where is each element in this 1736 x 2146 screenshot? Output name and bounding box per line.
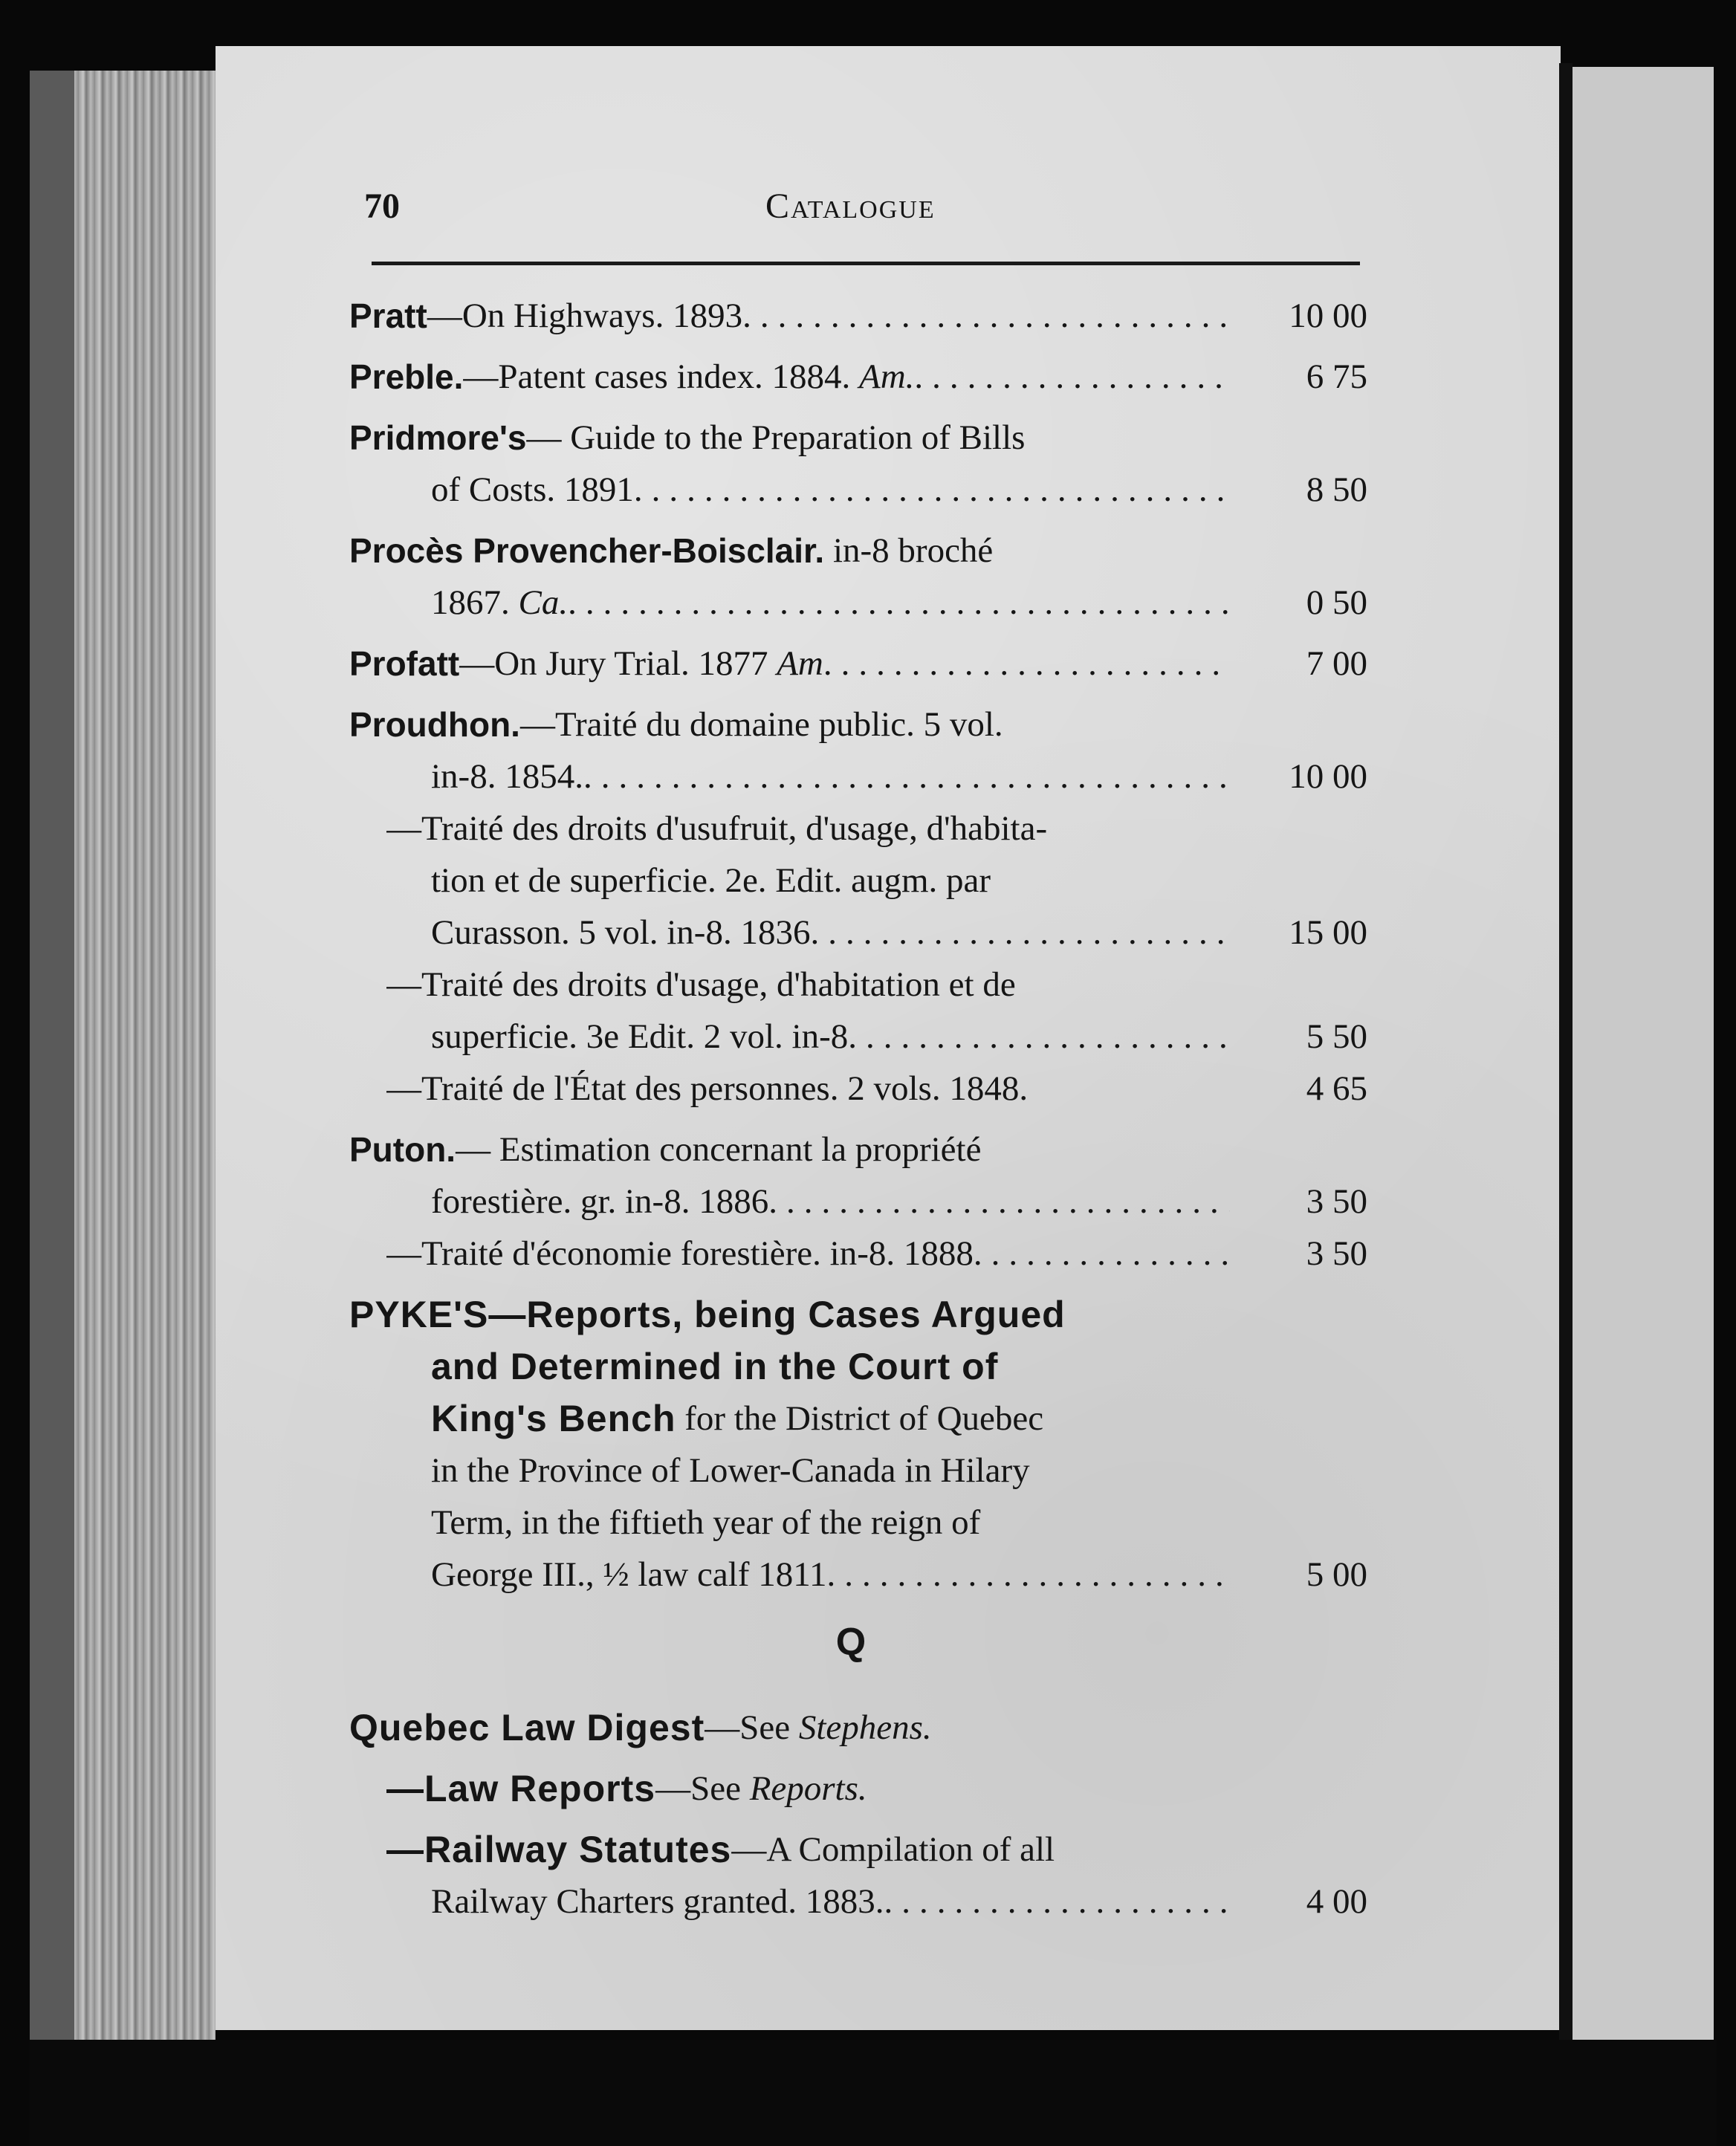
entry-text: in-8 broché (824, 531, 994, 570)
dot-leader (884, 1876, 1230, 1928)
entry-text: —Traité du domaine public. 5 vol. (519, 705, 1003, 744)
entry-line (349, 1549, 1367, 1601)
entry-text: —A Compilation of all (731, 1830, 1055, 1869)
dot-leader (742, 290, 1230, 342)
catalogue-entries (349, 290, 1367, 1610)
entry-abbrev: Reports. (749, 1769, 867, 1808)
catalogue-entry (349, 1763, 1367, 1815)
entry-price: 7 00 (1306, 644, 1367, 683)
catalogue-entry (349, 1124, 1367, 1280)
entry-price: 3 50 (1306, 1234, 1367, 1273)
entry-text: 1867. (431, 583, 519, 622)
entry-heading: Quebec Law Digest (349, 1707, 705, 1748)
catalogue-entry (349, 351, 1367, 403)
entry-text: — Estimation concernant la propriété (456, 1130, 982, 1169)
entry-text: —See (705, 1708, 799, 1747)
entry-gap (349, 1280, 1367, 1288)
entry-heading: King's Bench (431, 1398, 676, 1439)
entry-line (349, 1445, 1367, 1497)
entry-abbrev: Am. (858, 357, 915, 396)
entry-text: —Traité des droits d'usufruit, d'usage, d'habita- (386, 809, 1048, 848)
entry-text: Railway Charters granted. 1883. (431, 1882, 884, 1921)
entry-price: 6 75 (1306, 357, 1367, 396)
entry-text: Curasson. 5 vol. in-8. 1836 (431, 913, 811, 952)
catalogue-entry (349, 698, 1367, 1115)
dot-leader (583, 751, 1230, 803)
dot-leader (568, 577, 1230, 629)
entry-heading: and Determined in the Court of (431, 1346, 999, 1387)
entry-text: — Guide to the Preparation of Bills (526, 418, 1026, 457)
entry-price: 5 00 (1306, 1555, 1367, 1594)
entry-line (349, 698, 1367, 751)
dot-leader (974, 1228, 1230, 1280)
catalogue-entry (349, 412, 1367, 516)
entry-line (349, 959, 1367, 1011)
entry-line (349, 1124, 1367, 1176)
catalogue-entry (349, 1824, 1367, 1928)
entry-text: in-8. 1854. (431, 757, 583, 796)
entry-text: forestière. gr. in-8. 1886 (431, 1182, 769, 1221)
catalogue-entry (349, 1702, 1367, 1754)
entry-line (349, 1228, 1367, 1280)
entry-text: Term, in the fiftieth year of the reign of (431, 1503, 981, 1542)
catalogue-entry (349, 290, 1367, 342)
dot-leader (768, 1176, 1230, 1228)
catalogue-entry (349, 1288, 1367, 1601)
entry-line (349, 1341, 1367, 1393)
next-page-edge (1573, 67, 1714, 2051)
entry-price: 4 65 (1306, 1069, 1367, 1108)
entry-text: —On Highways. 1893 (427, 296, 743, 335)
entry-price: 15 00 (1289, 913, 1367, 952)
entry-gap (349, 690, 1367, 698)
entry-heading: —Law Reports (386, 1768, 656, 1809)
catalogue-entries-q (349, 1702, 1367, 1936)
running-title: Catalogue (765, 187, 936, 226)
entry-line (349, 412, 1367, 464)
entry-gap (349, 1928, 1367, 1936)
entry-line (349, 1824, 1367, 1876)
entry-text: for the District of Quebec (676, 1399, 1044, 1438)
entry-text: in the Province of Lower-Canada in Hilary (431, 1451, 1030, 1490)
entry-author: Preble. (349, 357, 464, 396)
entry-text: tion et de superficie. 2e. Edit. augm. par (431, 861, 991, 900)
entry-line (349, 1702, 1367, 1754)
entry-price: 5 50 (1306, 1017, 1367, 1056)
entry-text: —See (655, 1769, 750, 1808)
entry-price: 10 00 (1289, 757, 1367, 796)
entry-line (349, 1393, 1367, 1445)
entry-author: Proudhon. (349, 705, 520, 744)
entry-gap (349, 629, 1367, 638)
entry-text: of Costs. 1891 (431, 470, 634, 509)
entry-line (349, 1497, 1367, 1549)
page-number: 70 (364, 187, 400, 226)
entry-gap (349, 1601, 1367, 1610)
entry-gap (349, 516, 1367, 525)
entry-price: 8 50 (1306, 470, 1367, 509)
entry-gap (349, 342, 1367, 351)
entry-author: Pratt (349, 296, 427, 335)
dot-leader (634, 464, 1230, 516)
entry-text: superficie. 3e Edit. 2 vol. in-8 (431, 1017, 849, 1056)
entry-price: 3 50 (1306, 1182, 1367, 1221)
entry-text: —Traité des droits d'usage, d'habitation et de (386, 965, 1016, 1004)
entry-line (349, 290, 1367, 342)
entry-line (349, 577, 1367, 629)
entry-author: Puton. (349, 1130, 456, 1169)
entry-abbrev: Ca. (518, 583, 569, 622)
entry-author: Profatt (349, 644, 460, 683)
catalogue-entry (349, 638, 1367, 690)
dot-leader (848, 1011, 1230, 1063)
entry-line (349, 751, 1367, 803)
entry-abbrev: Am (777, 644, 823, 683)
entry-gap (349, 403, 1367, 412)
entry-price: 0 50 (1306, 583, 1367, 622)
entry-heading: PYKE'S—Reports, being Cases Argued (349, 1294, 1066, 1335)
entry-line (349, 1011, 1367, 1063)
entry-line (349, 907, 1367, 959)
entry-line (349, 1063, 1367, 1115)
entry-gap (349, 1815, 1367, 1824)
catalogue-entry (349, 525, 1367, 629)
entry-text: —Traité de l'État des personnes. 2 vols. 1848. (386, 1069, 1029, 1108)
entry-author: Pridmore's (349, 418, 527, 457)
entry-line (349, 803, 1367, 855)
entry-line (349, 525, 1367, 577)
entry-price: 10 00 (1289, 296, 1367, 335)
entry-line (349, 855, 1367, 907)
scan-background (30, 2040, 1717, 2146)
entry-text: —Traité d'économie forestière. in-8. 1888 (386, 1234, 974, 1273)
entry-line (349, 351, 1367, 403)
dot-leader (826, 1549, 1230, 1601)
entry-text: George III., ½ law calf 1811 (431, 1555, 827, 1594)
header-rule (372, 262, 1360, 265)
page-header (364, 178, 1360, 238)
dot-leader (810, 907, 1230, 959)
entry-gap (349, 1754, 1367, 1763)
entry-price: 4 00 (1306, 1882, 1367, 1921)
dot-leader (914, 351, 1230, 403)
entry-line (349, 1288, 1367, 1341)
entry-gap (349, 1115, 1367, 1124)
entry-line (349, 1763, 1367, 1815)
book-gutter (1559, 63, 1573, 2055)
entry-abbrev: Stephens. (798, 1708, 932, 1747)
dot-leader (823, 638, 1230, 690)
entry-text: —Patent cases index. 1884. (463, 357, 859, 396)
section-letter: Q (835, 1621, 867, 1664)
book-edge-shadow (30, 71, 74, 2047)
entry-line (349, 1876, 1367, 1928)
entry-text: —On Jury Trial. 1877 (459, 644, 777, 683)
entry-line (349, 638, 1367, 690)
entry-author: Procès Provencher-Boisclair. (349, 531, 825, 570)
entry-line (349, 1176, 1367, 1228)
entry-line (349, 464, 1367, 516)
entry-heading: —Railway Statutes (386, 1829, 732, 1870)
